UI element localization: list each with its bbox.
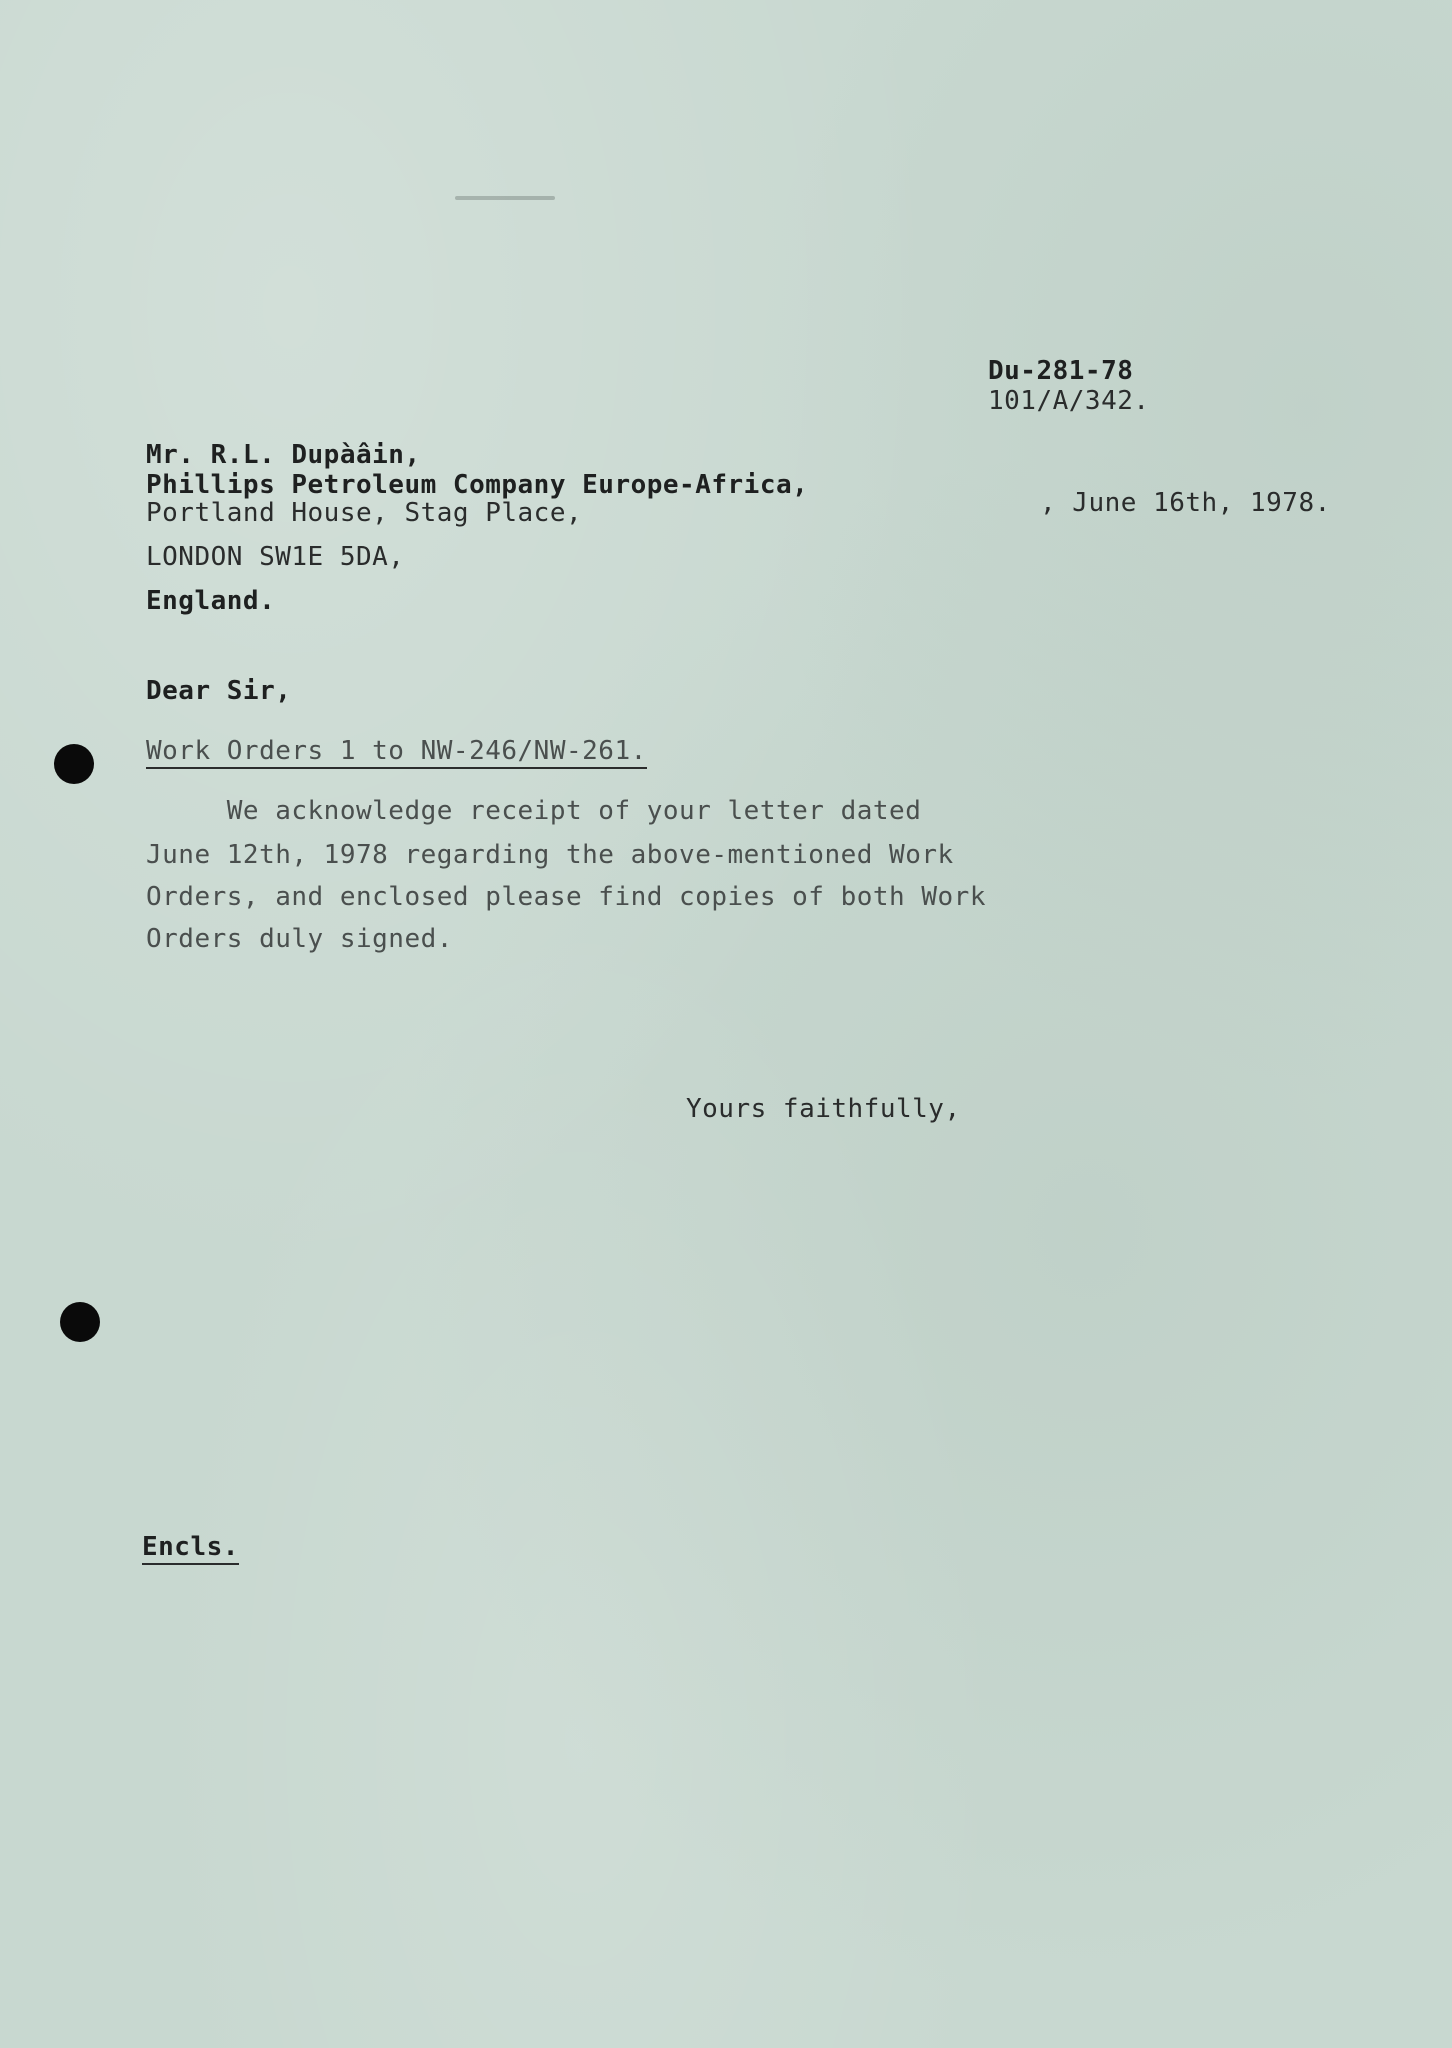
closing: Yours faithfully, (686, 1094, 961, 1124)
punch-hole-bottom (60, 1302, 100, 1342)
salutation: Dear Sir, (146, 676, 292, 706)
enclosure-line (142, 1532, 239, 1562)
punch-hole-top (54, 744, 94, 784)
recipient-address: Portland House, Stag Place, (146, 498, 583, 528)
enclosure-text: Encls. (142, 1532, 239, 1565)
body-line-2: June 12th, 1978 regarding the above-mentioned Work (146, 840, 954, 870)
body-line-3: Orders, and enclosed please find copies of both Work (146, 882, 986, 912)
ink-smudge (455, 196, 555, 200)
recipient-company: Phillips Petroleum Company Europe-Africa, (146, 470, 809, 500)
body-line-1: We acknowledge receipt of your letter dated (146, 796, 922, 826)
subject-text: Work Orders 1 to NW-246/NW-261. (146, 736, 647, 769)
recipient-country: England. (146, 586, 276, 616)
subject-line (146, 736, 647, 766)
reference-code: Du-281-78 (988, 356, 1134, 386)
reference-file-number: 101/A/342. (988, 386, 1150, 416)
letter-date: , June 16th, 1978. (1040, 488, 1331, 518)
body-line-4: Orders duly signed. (146, 924, 453, 954)
recipient-city: LONDON SW1E 5DA, (146, 542, 405, 572)
recipient-name: Mr. R.L. Dupàâin, (146, 440, 421, 470)
